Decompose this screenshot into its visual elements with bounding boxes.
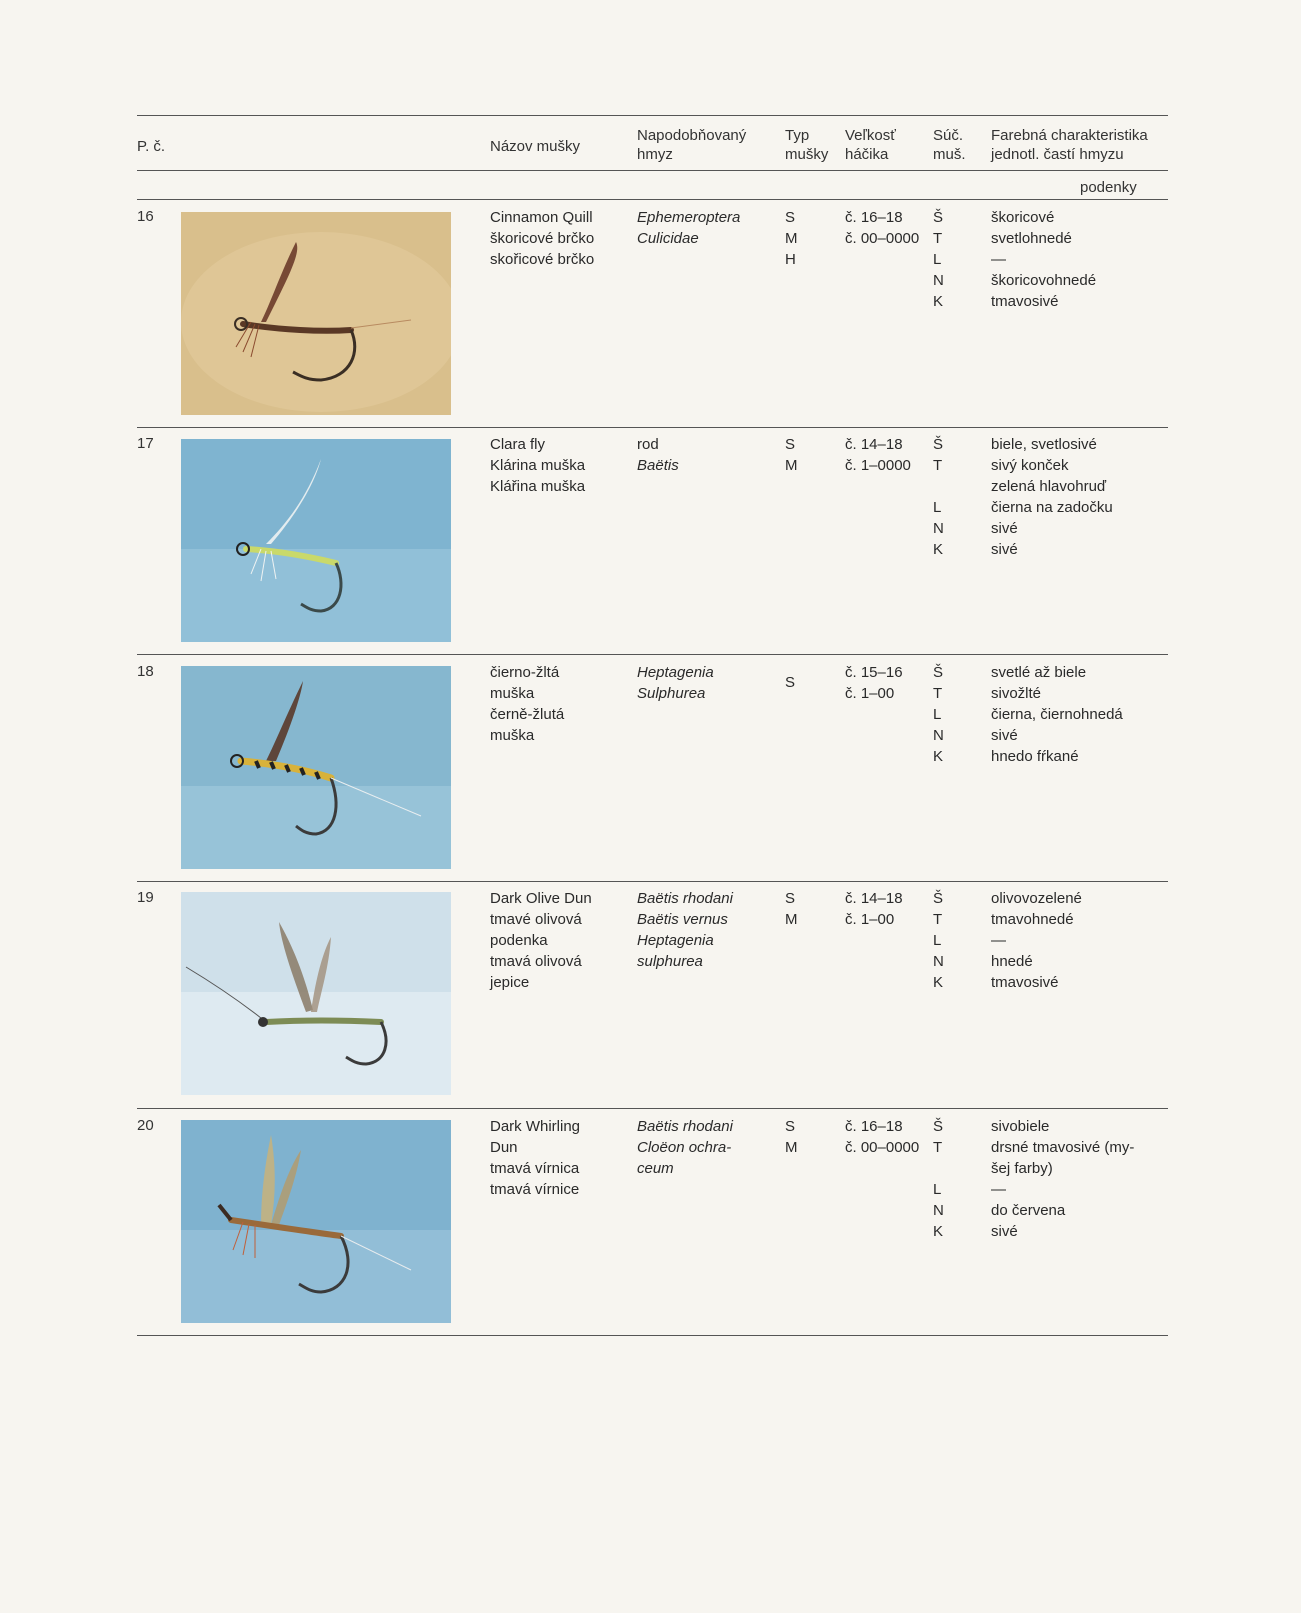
hook-sizes: č. 15–16 č. 1–00 [845,664,903,702]
fly-photo [181,666,451,869]
fly-names: čierno-žltá muška černě-žlutá muška [490,664,565,744]
fly-photo [181,212,451,415]
row-number: 17 [137,435,154,452]
color-characteristics: svetlé až biele sivožlté čierna, čiernohnedá sivé hnedo fŕkané [991,664,1123,765]
fly-parts: Š T L N K [933,890,944,991]
row-rule [137,881,1168,882]
fly-names: Clara fly Klárina muška Klářina muška [490,436,586,495]
bottom-rule [137,1335,1168,1336]
color-characteristics: škoricové svetlohnedé — škoricovohnedé tmavosivé [991,209,1097,310]
fly-names: Dark Whirling Dun tmavá vírnica tmavá vírnice [490,1118,581,1198]
hook-sizes: č. 16–18 č. 00–0000 [845,209,920,247]
insect-names: Baëtis rhodani Cloëon ochra- ceum [637,1118,733,1177]
fly-illustration [181,439,451,642]
row-number: 20 [137,1117,154,1134]
color-characteristics: olivovozelené tmavohnedé — hnedé tmavosivé [991,890,1082,991]
row-number: 16 [137,208,154,225]
fly-types: S M [785,436,798,474]
fly-types: S M H [785,209,798,268]
header-name: Názov mušky [490,138,581,155]
header-color: Farebná charakteristika jednotl. častí hmyzu [991,127,1148,163]
fly-parts: Š T L N K [933,1118,944,1240]
section-rule [137,199,1168,200]
fly-names: Dark Olive Dun tmavé olivová podenka tmavá olivová jepice [490,890,592,991]
color-characteristics: biele, svetlosivé sivý konček zelená hlavohruď čierna na zadočku sivé sivé [991,436,1113,558]
row-rule [137,1108,1168,1109]
fly-parts: Š T L N K [933,436,944,558]
row-number: 18 [137,663,154,680]
header-type: Typ mušky [785,127,829,163]
fly-names: Cinnamon Quill škoricové brčko skořicové brčko [490,209,595,268]
hook-sizes: č. 14–18 č. 1–00 [845,890,903,928]
fly-illustration [181,212,451,415]
row-number: 19 [137,889,154,906]
row-rule [137,427,1168,428]
insect-names: rod Baëtis [637,436,679,474]
section-label: podenky [1080,179,1137,196]
insect-names: Heptagenia Sulphurea [637,664,714,702]
header-pc: P. č. [137,138,166,155]
hook-sizes: č. 16–18 č. 00–0000 [845,1118,920,1156]
fly-photo [181,892,451,1095]
fly-types: S M [785,1118,798,1156]
header-size: Veľkosť háčika [845,127,896,163]
hook-sizes: č. 14–18 č. 1–0000 [845,436,911,474]
row-rule [137,654,1168,655]
fly-parts: Š T L N K [933,664,944,765]
insect-names: Baëtis rhodani Baëtis vernus Heptagenia sulphurea [637,890,733,970]
insect-names: Ephemeroptera Culicidae [637,209,741,247]
header-rule [137,170,1168,171]
header-insect: Napodobňovaný hmyz [637,127,747,163]
top-rule [137,115,1168,116]
header-parts: Súč. muš. [933,127,966,163]
fly-illustration [181,892,451,1095]
fly-photo [181,1120,451,1323]
fly-illustration [181,1120,451,1323]
fly-types: S [785,674,796,691]
fly-illustration [181,666,451,869]
fly-types: S M [785,890,798,928]
fly-photo [181,439,451,642]
color-characteristics: sivobiele drsné tmavosivé (my- šej farby) — do červena sivé [991,1118,1135,1240]
fly-parts: Š T L N K [933,209,944,310]
